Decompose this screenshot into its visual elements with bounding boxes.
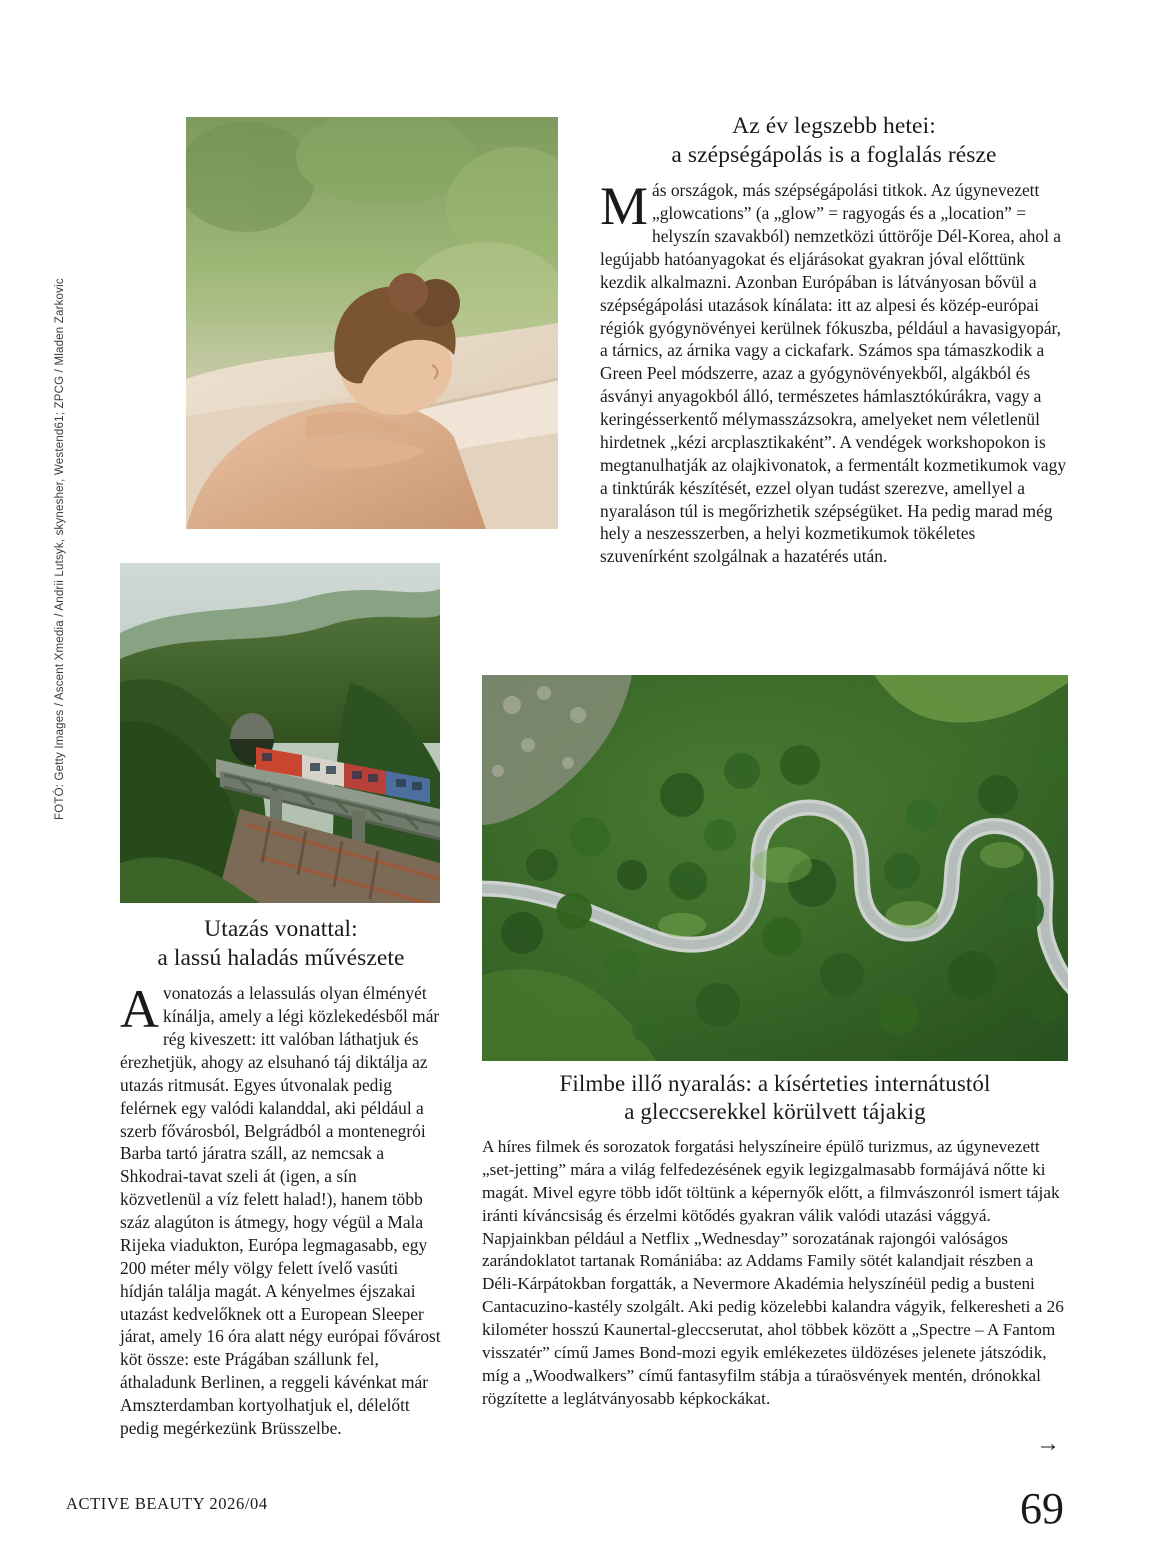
article-beauty-dropcap: M bbox=[600, 176, 649, 237]
article-train-text: vonatozás a lelassulás olyan élményét kínálja, amely a légi közlekedésből már rég kiveszett: itt valóban láthatjuk és érezhetjük, ahogy az elsuhanó táj diktálja az utazás ritmusát. Egyes útvonalak pedig felérnek egy valódi kalanddal, aki például a szerb fővárosból, Belgrádból a montenegrói Barba tartó járatra száll, az nemcsak a Shkodrai-tavat szeli át (igen, a sín közvetlenül a víz felett halad!), hanem több száz alagúton is átmegy, hogy végül a Mala Rijeka viadukton, Európa legmagasabb, egy 200 méter mély völgy felett ívelő vasúti hídján találja magát. A kényelmes éjszakai utazást kedvelőknek ott a European Sleeper járat, amely 16 óra alatt négy európai fővárost köt össze: este Prágában szállunk fel, áthaladunk Berlinen, a reggeli kávénkat már Amszterdamban kortyolhatjuk el, délelőtt pedig megérkezünk Brüsszelbe. bbox=[120, 983, 441, 1438]
article-train-dropcap: A bbox=[120, 979, 159, 1040]
article-beauty-title-line1: Az év legszebb hetei: bbox=[732, 113, 936, 139]
article-beauty bbox=[600, 112, 1068, 568]
article-beauty-title-line2: a szépségápolás is a foglalás része bbox=[671, 141, 997, 168]
article-train-title bbox=[120, 915, 442, 972]
article-train-title-line2: a lassú haladás művészete bbox=[157, 944, 405, 971]
footer-magazine-title: ACTIVE BEAUTY 2026/04 bbox=[66, 1494, 268, 1513]
article-beauty-text: ás országok, más szépségápolási titkok. Az úgynevezett „glowcations” (a „glow” = ragyogás és a „location” = helyszín szavakból) nemzetközi úttörője Dél-Korea, ahol a legújabb hatóanyagokat és eljárásokat gyakran jóval előttünk kezdik alkalmazni. Azonban Európában is látványosan bővül a szépségápolási utazások kínálata: itt az alpesi és közép-európai régiók gyógynövényei kerülnek fókuszba, például a havasigyopár, a tárnics, az árnika vagy a cickafark. Számos spa támaszkodik a Green Peel módszerre, azaz a gyógynövényekből, algákból és ásványi anyagokból álló, természetes hámlasztókúrákra, vagy a keringésserkentő mélymasszázsokra, amelyeket nem véletlenül hirdetnek „kézi arcplasztikaként”. A vendégek workshopokon is megtanulhatják az olajkivonatok, a fermentált kozmetikumok vagy a tinktúrák készítését, ezzel olyan tudást szerezve, amellyel a nyaraláson túl is megőrizhetik szépségüket. Ha pedig marad még hely a neszesszerben, a helyi kozmetikumok tökéletes szuvenírként szolgálnak a hazatérés után. bbox=[600, 180, 1067, 567]
image-winding-road-aerial bbox=[482, 675, 1068, 1061]
image-spa-woman bbox=[186, 117, 558, 529]
article-film-text: A híres filmek és sorozatok forgatási helyszíneire épülő turizmus, az úgynevezett „set-jetting” mára a világ felfedezésének egyik legizgalmasabb formájává nőtte ki magát. Mivel egyre több időt töltünk a képernyők előtt, a filmvászonról ismert tájak iránti kíváncsiság és érzelmi kötődés gyakran válik valódi utazási vággyá. Napjainkban például a Netflix „Wednesday” sorozatának rajongói valóságos zarándoklatot tartanak Romániába: az Addams Family sötét kalandjait részben a Déli-Kárpátokban forgatták, a Nevermore Akadémia helyszínéül pedig a busteni Cantacuzino-kastély szolgált. Aki pedig közelebbi kalandra vágyik, felkeresheti a 26 kilométer hosszú Kaunertal-gleccserutat, ahol többek között a „Spectre – A Fantom visszatér” című James Bond-mozi egyik emlékezetes üldözéses jelenete játszódik, míg a „Woodwalkers” című fantasyfilm stábja a túraösvények mentén, drónokkal rögzítette a leglátványosabb képkockákat. bbox=[482, 1137, 1064, 1408]
photo-credit: FOTÓ: Getty Images / Ascent Xmedia / Andrii Lutsyk, skynesher, Westend61; ZPCG / Mladen Zarkovic bbox=[54, 278, 66, 820]
next-page-arrow-icon: → bbox=[1036, 1431, 1060, 1457]
article-beauty-body bbox=[600, 176, 1068, 568]
article-film-title-line2: a gleccserekkel körülvett tájakig bbox=[624, 1099, 926, 1125]
page-number: 69 bbox=[1020, 1484, 1064, 1533]
image-train-viaduct bbox=[120, 563, 440, 903]
article-beauty-title bbox=[600, 112, 1068, 169]
article-train-title-line1: Utazás vonattal: bbox=[204, 916, 358, 942]
article-film-title bbox=[482, 1070, 1068, 1126]
article-film bbox=[482, 1070, 1068, 1411]
article-film-title-line1: Filmbe illő nyaralás: a kísérteties internátustól bbox=[559, 1071, 991, 1096]
article-film-body bbox=[482, 1136, 1068, 1411]
article-train-body bbox=[120, 979, 442, 1440]
article-train bbox=[120, 915, 442, 1440]
